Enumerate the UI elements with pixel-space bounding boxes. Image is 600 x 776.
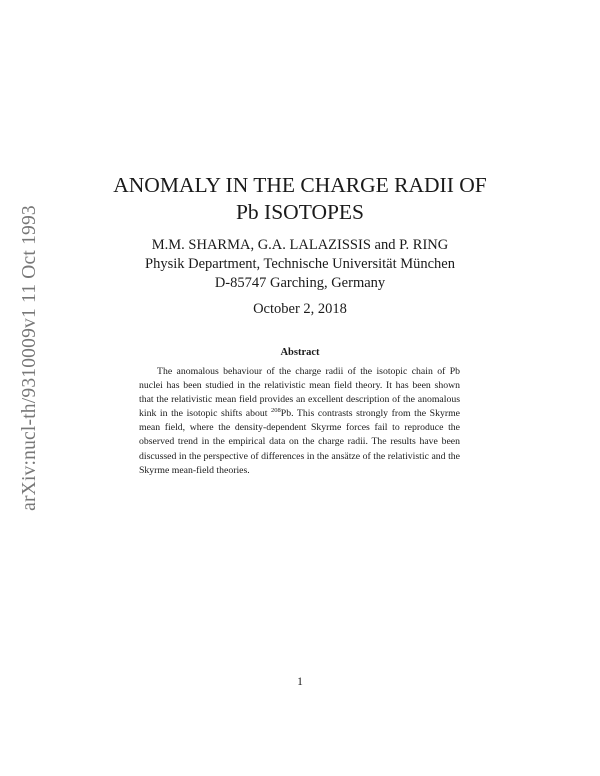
affiliation-department: Physik Department, Technische Universität München bbox=[145, 256, 455, 272]
title-line-2: Pb ISOTOPES bbox=[235, 200, 365, 224]
paper-title bbox=[0, 172, 600, 226]
abstract-text-part-1: The anomalous behaviour of the charge radii of the isotopic chain of Pb nuclei has been studied in the relativistic mean field theory. It has been shown that the relativistic mean field provides an excellent description of the anomalous kink in the isotopic shifts about bbox=[139, 366, 460, 420]
abstract-body bbox=[139, 365, 460, 478]
paper-date: October 2, 2018 bbox=[253, 301, 347, 317]
arxiv-identifier: arXiv:nucl-th/9310009v1 11 Oct 1993 bbox=[19, 205, 40, 511]
abstract-text-part-2: Pb. This contrasts strongly from the Skyrme mean field, where the density-dependent Skyrme forces fail to reproduce the observed trend in the empirical data on the charge radii. The results have been discussed in the perspective of differences in the ansätze of the relativistic and the Skyrme mean-field theories. bbox=[139, 408, 460, 476]
page-number: 1 bbox=[297, 676, 303, 688]
isotope-mass-superscript: 208 bbox=[271, 407, 281, 415]
title-line-1: ANOMALY IN THE CHARGE RADII OF bbox=[113, 173, 487, 197]
abstract-heading: Abstract bbox=[280, 347, 320, 358]
author-block bbox=[0, 236, 600, 293]
affiliation-address: D-85747 Garching, Germany bbox=[214, 275, 386, 291]
author-names: M.M. SHARMA, G.A. LALAZISSIS and P. RING bbox=[151, 237, 449, 253]
